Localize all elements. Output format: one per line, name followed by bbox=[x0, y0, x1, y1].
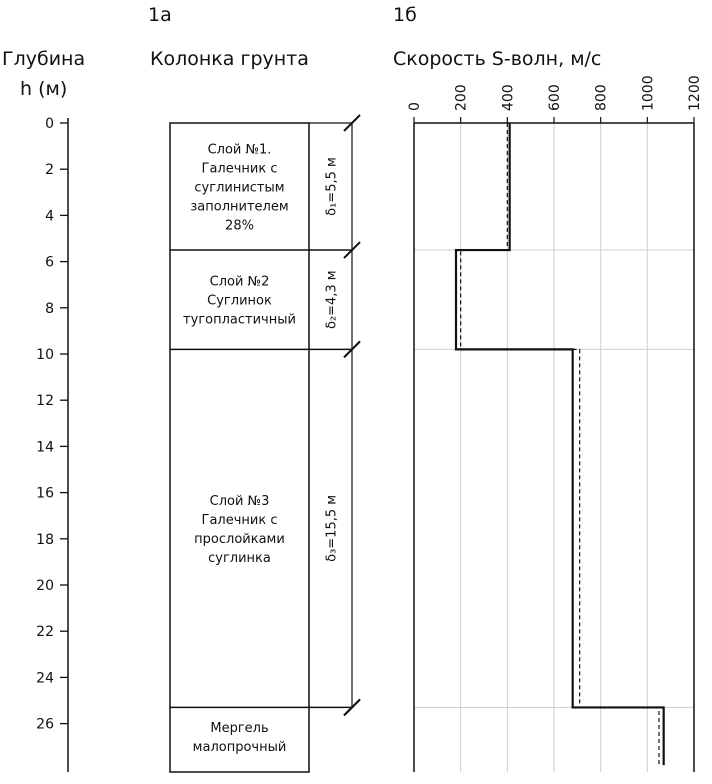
depth-tick-label: 26 bbox=[36, 716, 54, 733]
layer-thickness-label: δ₃=15,5 м bbox=[324, 494, 340, 562]
layer-description-line: Мергель bbox=[210, 720, 269, 736]
layer-description-line: Суглинок bbox=[207, 293, 272, 309]
layer-description-line: Галечник с bbox=[201, 512, 278, 528]
column-title: Колонка грунта bbox=[150, 48, 309, 70]
depth-tick-label: 12 bbox=[36, 393, 54, 410]
layer-description-line: 28% bbox=[225, 218, 254, 234]
depth-tick-label: 6 bbox=[45, 254, 54, 271]
velocity-tick-label: 400 bbox=[500, 84, 517, 111]
layer-description-line: тугопластичный bbox=[183, 312, 296, 328]
layer-description-line: прослойками bbox=[194, 531, 285, 547]
depth-tick-label: 4 bbox=[45, 208, 54, 225]
velocity-title: Скорость S-волн, м/с bbox=[393, 48, 602, 70]
layer-description-line: Слой №1. bbox=[207, 142, 272, 158]
velocity-tick-label: 1200 bbox=[687, 75, 703, 111]
velocity-tick-label: 800 bbox=[593, 84, 610, 111]
layer-description-line: суглинка bbox=[208, 550, 271, 566]
depth-tick-label: 14 bbox=[36, 439, 54, 456]
depth-tick-label: 8 bbox=[45, 300, 54, 317]
velocity-tick-label: 1000 bbox=[640, 75, 657, 111]
depth-tick-label: 24 bbox=[36, 670, 54, 687]
layer-description-line: заполнителем bbox=[190, 199, 289, 215]
layer-description-line: Галечник с bbox=[201, 161, 278, 177]
panel-1a-label: 1a bbox=[148, 4, 172, 26]
depth-tick-label: 10 bbox=[36, 347, 54, 363]
depth-tick-label: 20 bbox=[36, 578, 54, 594]
depth-tick-label: 2 bbox=[45, 162, 54, 179]
velocity-tick-label: 600 bbox=[547, 84, 563, 111]
depth-tick-label: 22 bbox=[36, 624, 54, 641]
depth-tick-label: 18 bbox=[36, 531, 54, 548]
depth-title: Глубина bbox=[2, 48, 86, 70]
velocity-tick-label: 200 bbox=[453, 84, 470, 111]
depth-tick-label: 16 bbox=[36, 485, 54, 502]
velocity-tick-label: 0 bbox=[407, 102, 423, 111]
layer-description-line: малопрочный bbox=[192, 739, 287, 755]
panel-1b-label: 1б bbox=[393, 4, 417, 26]
layer-thickness-label: δ₂=4,3 м bbox=[324, 270, 340, 330]
depth-tick-label: 0 bbox=[45, 116, 54, 132]
velocity-profile-solid bbox=[456, 123, 664, 765]
layer-description-line: Слой №3 bbox=[209, 493, 270, 509]
velocity-profile-dashed bbox=[461, 123, 659, 765]
layer-thickness-label: δ₁=5,5 м bbox=[324, 157, 340, 216]
layer-description-line: Слой №2 bbox=[209, 274, 270, 290]
layer-description-line: суглинистым bbox=[194, 180, 285, 196]
depth-unit: h (м) bbox=[20, 78, 68, 100]
